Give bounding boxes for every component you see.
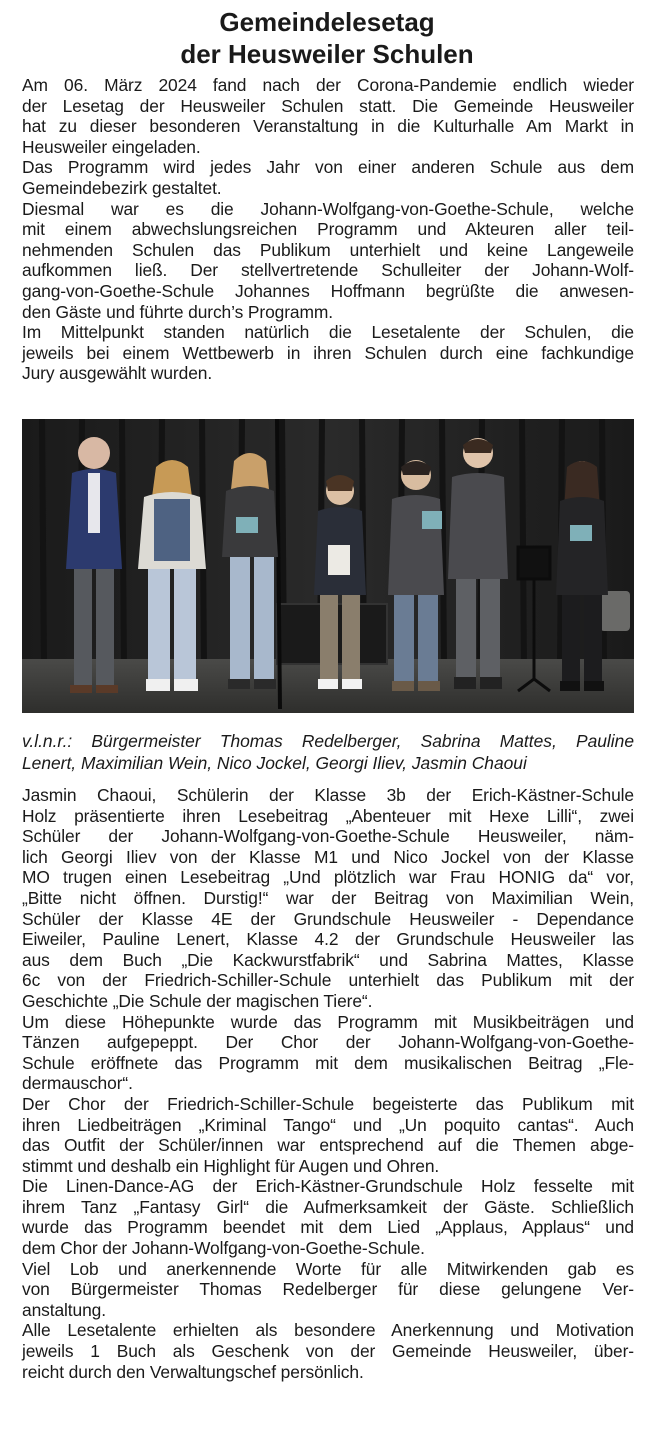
text-line: nehmenden Schulen das Publikum unterhielt und keine Langeweile (22, 239, 634, 260)
text-line: aufkommen ließ. Der stellvertretende Schulleiter der Johann-Wolf- (22, 260, 634, 281)
text-line: „Bitte nicht öffnen. Durstig!“ war der Beitrag von Maximilian Wein, (22, 887, 634, 908)
text-line: Tänzen aufgepeppt. Der Chor der Johann-Wolfgang-von-Goethe- (22, 1032, 634, 1053)
text-line: Viel Lob und anerkennende Worte für alle Mitwirkenden gab es (22, 1258, 634, 1279)
text-line: dem Chor der Johann-Wolfgang-von-Goethe-Schule. (22, 1238, 425, 1259)
text-line: lich Georgi Iliev von der Klasse M1 und Nico Jockel von der Klasse (22, 846, 634, 867)
text-line: Schüler der Klasse 4E der Grundschule Heusweiler - Dependance (22, 908, 634, 929)
stage-photo-illustration (22, 419, 634, 713)
body-paragraphs (22, 785, 634, 1382)
text-line: gang-von-Goethe-Schule Johannes Hoffmann begrüßte die anwesen- (22, 280, 634, 301)
text-line: Schüler der Johann-Wolfgang-von-Goethe-Schule Heusweiler, näm- (22, 826, 634, 847)
text-line: Der Chor der Friedrich-Schiller-Schule begeisterte das Publikum mit (22, 1093, 634, 1114)
photo-caption (22, 730, 634, 774)
article-title-line-1: Gemeindelesetag (219, 7, 435, 37)
text-line: von Bürgermeister Thomas Redelberger für diese gelungene Ver- (22, 1279, 634, 1300)
text-line: 6c von der Friedrich-Schiller-Schule unterhielt das Publikum mit der (22, 970, 634, 991)
group-photo (22, 419, 634, 713)
text-line: MO trugen einen Lesebeitrag „Und plötzlich war Frau HONIG da“ vor, (22, 867, 634, 888)
text-line: stimmt und deshalb ein Highlight für Augen und Ohren. (22, 1155, 440, 1176)
text-line: hat zu dieser besonderen Veranstaltung in die Kulturhalle Am Markt in (22, 116, 634, 137)
text-line: Jasmin Chaoui, Schülerin der Klasse 3b der Erich-Kästner-Schule (22, 785, 634, 805)
text-line: jeweils 1 Buch als Geschenk von der Gemeinde Heusweiler, über- (22, 1341, 634, 1362)
text-line: ihren Liedbeiträgen „Kriminal Tango“ und „Un poquito cantas“. Auch (22, 1114, 634, 1135)
text-line: Die Linen-Dance-AG der Erich-Kästner-Grundschule Holz fesselte mit (22, 1176, 634, 1197)
text-line: Eiweiler, Pauline Lenert, Klasse 4.2 der Grundschule Heusweiler las (22, 929, 634, 950)
text-line: Am 06. März 2024 fand nach der Corona-Pandemie endlich wieder (22, 75, 634, 95)
text-line: wurde das Programm beendet mit dem Lied „Applaus, Applaus“ und (22, 1217, 634, 1238)
intro-paragraphs (22, 75, 634, 384)
text-line: Das Programm wird jedes Jahr von einer anderen Schule aus dem (22, 157, 634, 178)
text-line: aus dem Buch „Die Kackwurstfabrik“ und Sabrina Mattes, Klasse (22, 949, 634, 970)
text-line: anstaltung. (22, 1299, 106, 1320)
text-line: v.l.n.r.: Bürgermeister Thomas Redelberger, Sabrina Mattes, Pauline (22, 731, 634, 751)
text-line: Jury ausgewählt wurden. (22, 363, 213, 384)
text-line: Alle Lesetalente erhielten als besondere Anerkennung und Motivation (22, 1320, 634, 1341)
text-line: dermauschor“. (22, 1073, 133, 1094)
article-title-line-2: der Heusweiler Schulen (180, 39, 474, 69)
text-line: reicht durch den Verwaltungschef persönlich. (22, 1361, 364, 1382)
text-line: Heusweiler eingeladen. (22, 136, 201, 157)
text-line: mit einem abwechslungsreichen Programm und Akteuren aller teil- (22, 219, 634, 240)
text-line: Schule eröffnete das Programm mit dem musikalischen Beitrag „Fle- (22, 1052, 634, 1073)
text-line: Im Mittelpunkt standen natürlich die Lesetalente der Schulen, die (22, 322, 634, 343)
text-line: Diesmal war es die Johann-Wolfgang-von-Goethe-Schule, welche (22, 198, 634, 219)
text-line: ihrem Tanz „Fantasy Girl“ die Aufmerksamkeit der Gäste. Schließlich (22, 1196, 634, 1217)
text-line: Holz präsentierte ihren Lesebeitrag „Abenteuer mit Hexe Lilli“, zwei (22, 805, 634, 826)
text-line: Um diese Höhepunkte wurde das Programm mit Musikbeiträgen und (22, 1011, 634, 1032)
text-line: den Gäste und führte durch’s Programm. (22, 301, 334, 322)
text-line: der Lesetag der Heusweiler Schulen statt. Die Gemeinde Heusweiler (22, 95, 634, 116)
text-line: jeweils bei einem Wettbewerb in ihren Schulen durch eine fachkundige (22, 342, 634, 363)
text-line: Lenert, Maximilian Wein, Nico Jockel, Georgi Iliev, Jasmin Chaoui (22, 753, 527, 773)
text-line: Gemeindebezirk gestaltet. (22, 177, 222, 198)
text-line: Geschichte „Die Schule der magischen Tiere“. (22, 990, 373, 1011)
text-line: das Outfit der Schüler/innen war entsprechend auf die Themen abge- (22, 1135, 634, 1156)
